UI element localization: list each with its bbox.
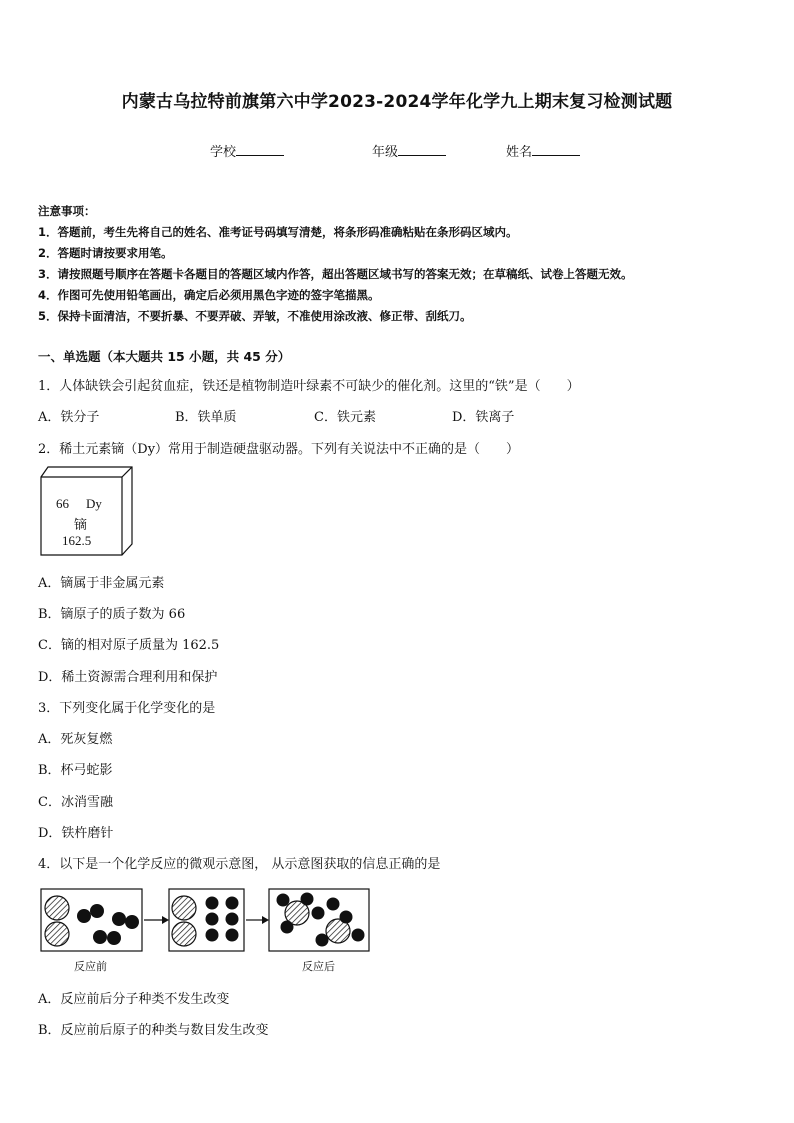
option-c[interactable]: C．冰消雪融 — [38, 795, 113, 810]
option-a[interactable]: A．反应前后分子种类不发生改变 — [38, 992, 230, 1007]
option-a[interactable]: A．镝属于非金属元素 — [38, 576, 165, 591]
question-stem: 1．人体缺铁会引起贫血症，铁还是植物制造叶绿素不可缺少的催化剂。这里的“铁”是（ ） — [38, 379, 580, 394]
notice-item: 3．请按照题号顺序在答题卡各题目的答题区域内作答，超出答题区域书写的答案无效；在草稿纸、试卷上答题无效。 — [38, 267, 633, 281]
school-blank[interactable] — [236, 142, 284, 156]
before-label: 反应前 — [74, 960, 107, 973]
element-symbol: Dy — [86, 496, 102, 511]
element-card — [40, 466, 134, 558]
name-blank[interactable] — [532, 142, 580, 156]
after-label: 反应后 — [302, 960, 335, 973]
grade-blank[interactable] — [398, 142, 446, 156]
option-b[interactable]: B．杯弓蛇影 — [38, 763, 113, 778]
reaction-diagram — [40, 886, 380, 973]
page-title: 内蒙古乌拉特前旗第六中学2023-2024学年化学九上期末复习检测试题 — [121, 92, 673, 112]
option-c[interactable]: C．镝的相对原子质量为 162.5 — [38, 638, 220, 653]
school-label: 学校 — [210, 145, 237, 160]
option-d[interactable]: D．稀土资源需合理利用和保护 — [38, 670, 218, 685]
name-label: 姓名 — [506, 145, 533, 160]
section-heading: 一、单选题（本大题共 15 小题，共 45 分） — [38, 349, 291, 364]
reaction-diagram-graphic — [40, 886, 380, 956]
question-stem: 4．以下是一个化学反应的微观示意图， 从示意图获取的信息正确的是 — [38, 857, 441, 872]
option-b[interactable]: B．镝原子的质子数为 66 — [38, 607, 186, 622]
school-field — [210, 141, 284, 160]
notice-item: 4．作图可先使用铅笔画出，确定后必须用黑色字迹的签字笔描黑。 — [38, 288, 380, 302]
option-d[interactable]: D．铁杵磨针 — [38, 826, 114, 841]
atomic-number: 66 — [56, 496, 69, 511]
question-stem: 2．稀土元素镝（Dy）常用于制造硬盘驱动器。下列有关说法中不正确的是（ ） — [38, 442, 520, 457]
notice-heading: 注意事项： — [38, 204, 96, 218]
notice-item: 5．保持卡面清洁，不要折暴、不要弄破、弄皱，不准使用涂改液、修正带、刮纸刀。 — [38, 309, 472, 323]
option-a[interactable]: A．铁分子 — [38, 410, 100, 425]
notice-item: 1．答题前，考生先将自己的姓名、准考证号码填写清楚，将条形码准确粘贴在条形码区域内。 — [38, 225, 518, 239]
grade-field — [372, 141, 446, 160]
option-c[interactable]: C．铁元素 — [314, 410, 376, 425]
option-d[interactable]: D．铁离子 — [452, 410, 515, 425]
option-b[interactable]: B．铁单质 — [175, 410, 237, 425]
question-stem: 3．下列变化属于化学变化的是 — [38, 701, 216, 716]
notice-item: 2．答题时请按要求用笔。 — [38, 246, 173, 260]
option-a[interactable]: A．死灰复燃 — [38, 732, 113, 747]
atomic-mass: 162.5 — [62, 533, 92, 548]
option-b[interactable]: B．反应前后原子的种类与数目发生改变 — [38, 1023, 269, 1038]
grade-label: 年级 — [372, 145, 399, 160]
name-field — [506, 141, 580, 160]
element-name: 镝 — [74, 517, 88, 532]
